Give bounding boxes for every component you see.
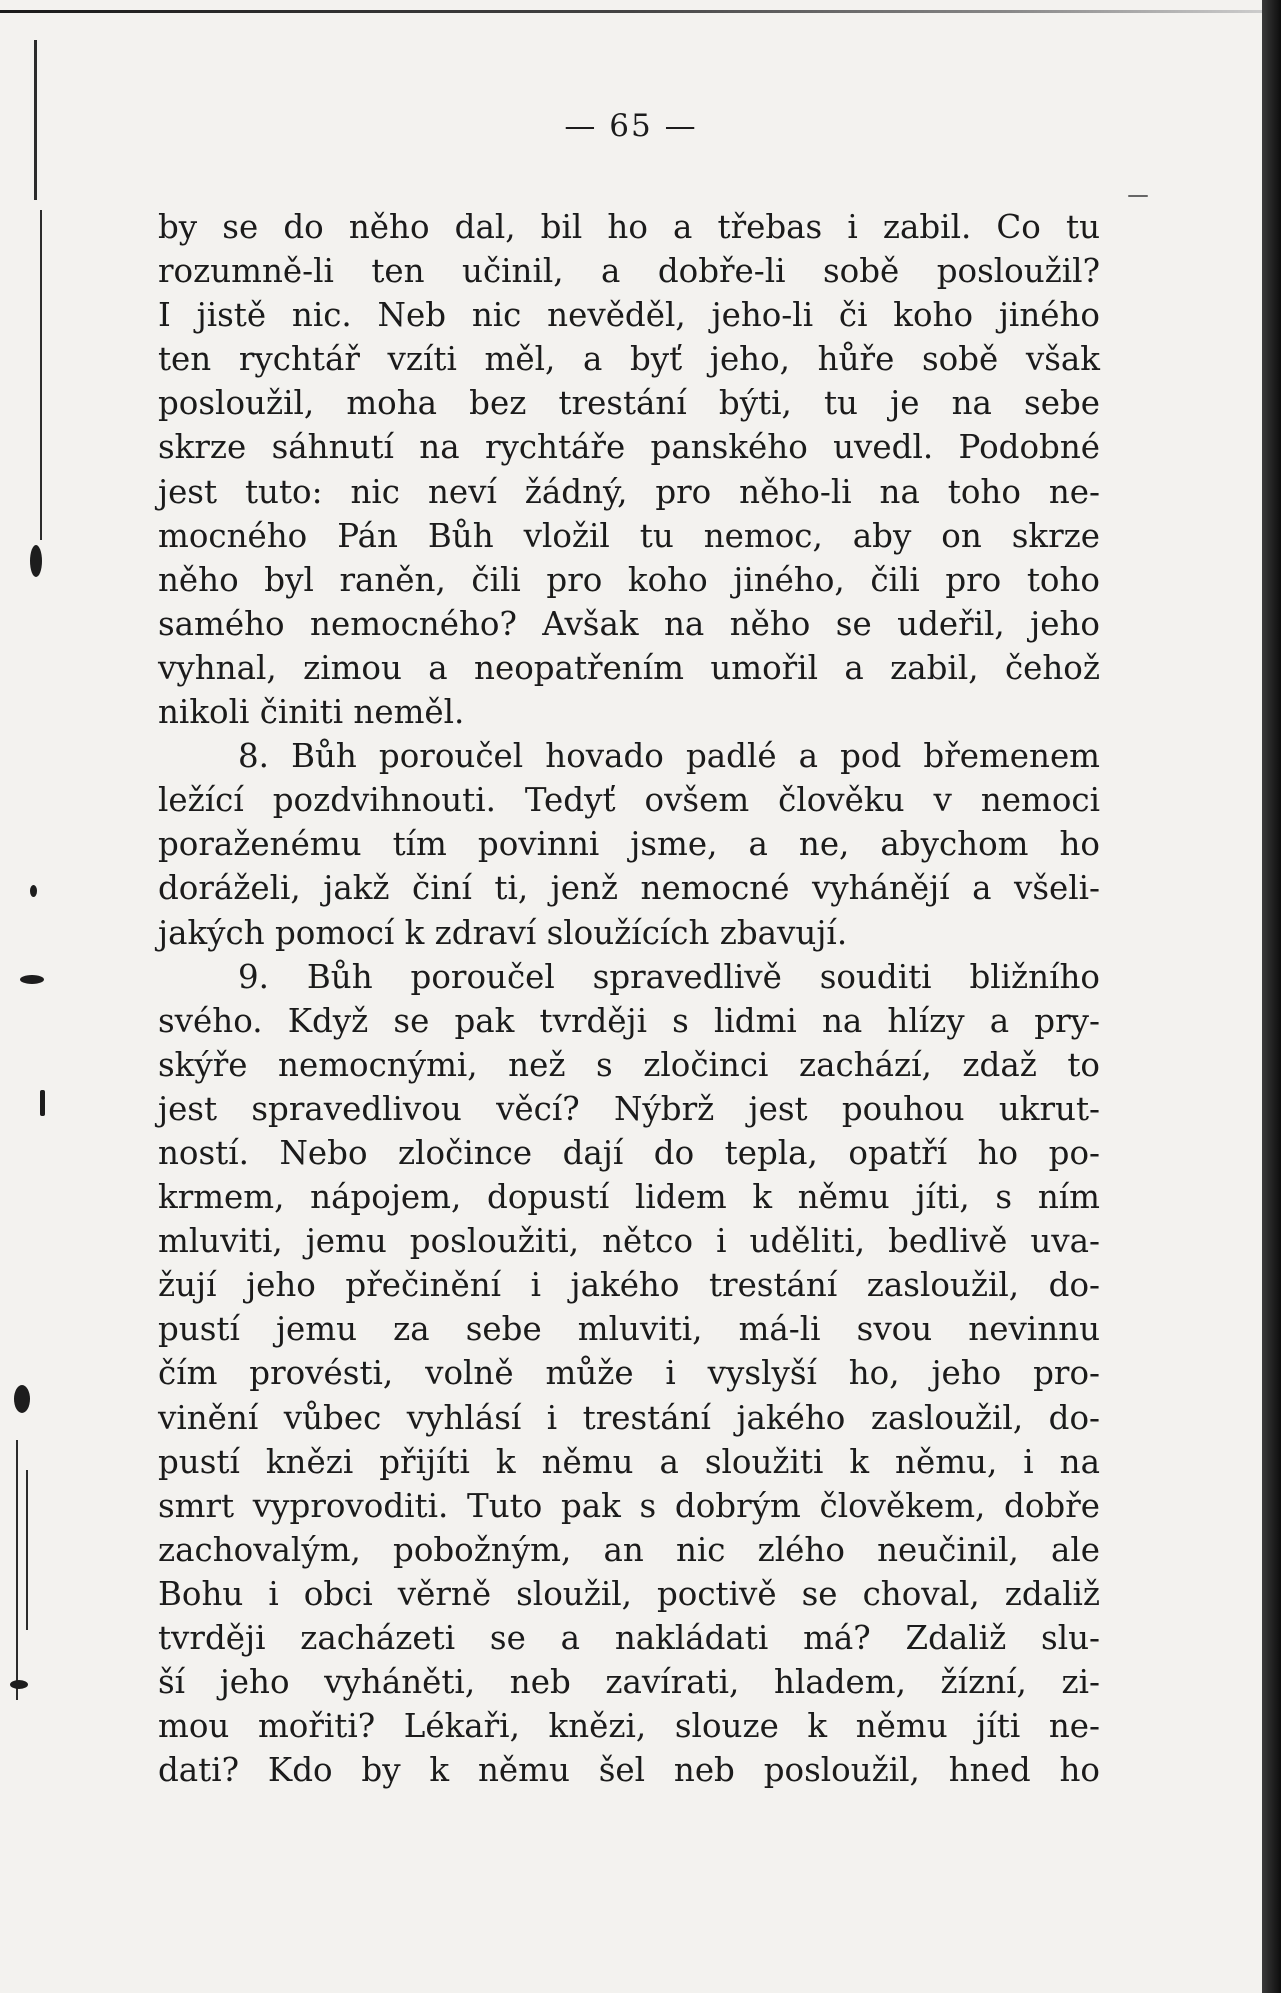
text-line: posloužil, moha bez trestání býti, tu je na sebe [158, 384, 1100, 423]
text-line: tvrději zacházeti se a nakládati má? Zdaliž slu- [158, 1619, 1100, 1657]
text-line: doráželi, jakž činí ti, jenž nemocné vyhánějí a všeli- [158, 869, 1100, 908]
margin-blot [20, 975, 44, 984]
text-line: jest tuto: nic neví žádný, pro něho-li na toho ne- [158, 472, 1100, 511]
margin-blot [14, 1385, 30, 1413]
page-number: — 65 — [564, 108, 698, 144]
text-line: vyhnal, zimou a neopatřením umořil a zabil, čehož [158, 648, 1100, 687]
text-line: samého nemocného? Avšak na něho se udeřil, jeho [158, 604, 1100, 643]
text-line: skrze sáhnutí na rychtáře panského uvedl. Podobné [158, 428, 1100, 467]
text-line: dati? Kdo by k němu šel neb posloužil, hned ho [158, 1751, 1100, 1790]
text-line: zachovalým, pobožným, an nic zlého neučinil, ale [158, 1530, 1100, 1569]
margin-dash [1128, 195, 1148, 197]
text-line: 9. Bůh poroučel spravedlivě souditi bližního [238, 957, 1100, 996]
text-line: nikoli činiti neměl. [158, 693, 465, 732]
margin-blot [30, 545, 42, 577]
text-line: jakých pomocí k zdraví sloužících zbavují. [158, 913, 848, 952]
text-line: 8. Bůh poroučel hovado padlé a pod břemenem [238, 737, 1100, 776]
text-line: rozumně-li ten učinil, a dobře-li sobě posloužil? [158, 252, 1100, 291]
text-line: mou mořiti? Lékaři, knězi, slouze k němu jíti ne- [158, 1707, 1100, 1746]
margin-line [16, 1440, 18, 1700]
body-text [158, 205, 1100, 1792]
text-line: ností. Nebo zločince dají do tepla, opatří ho po- [158, 1133, 1100, 1172]
text-line: ten rychtář vzíti měl, a byť jeho, hůře sobě však [158, 340, 1100, 379]
text-line: pustí jemu za sebe mluviti, má-li svou nevinnu [158, 1310, 1100, 1349]
text-line: svého. Když se pak tvrději s lidmi na hlízy a pry- [158, 1001, 1100, 1040]
text-line: jest spravedlivou věcí? Nýbrž jest pouhou ukrut- [158, 1089, 1100, 1128]
text-line: vinění vůbec vyhlásí i trestání jakého zasloužil, do- [158, 1398, 1100, 1437]
text-line: žují jeho přečinění i jakého trestání zasloužil, do- [158, 1266, 1100, 1305]
margin-line [26, 1470, 28, 1630]
text-line: smrt vyprovoditi. Tuto pak s dobrým člověkem, dobře [158, 1486, 1100, 1525]
margin-blot [40, 1090, 45, 1116]
text-line: mocného Pán Bůh vložil tu nemoc, aby on skrze [158, 516, 1100, 555]
text-line: skýře nemocnými, než s zločinci zachází, zdaž to [158, 1045, 1100, 1084]
text-line: krmem, nápojem, dopustí lidem k němu jíti, s ním [158, 1178, 1100, 1217]
page-top-edge [0, 10, 1262, 13]
text-line: Bohu i obci věrně sloužil, poctivě se choval, zdaliž [158, 1574, 1100, 1613]
text-line: mluviti, jemu posloužiti, nětco i uděliti, bedlivě uva- [158, 1222, 1100, 1261]
text-line: čím provésti, volně může i vyslyší ho, jeho pro- [158, 1354, 1100, 1393]
text-line: I jistě nic. Neb nic nevěděl, jeho-li či koho jiného [158, 296, 1100, 335]
text-line: ší jeho vyháněti, neb zavírati, hladem, žízní, zi- [158, 1663, 1100, 1702]
margin-blot [10, 1680, 28, 1689]
text-line: pustí knězi přijíti k němu a sloužiti k němu, i na [158, 1442, 1100, 1481]
text-line: něho byl raněn, čili pro koho jiného, čili pro toho [158, 560, 1100, 599]
text-line: by se do něho dal, bil ho a třebas i zabil. Co tu [158, 208, 1100, 246]
scan-right-edge [1262, 0, 1281, 1993]
text-line: poraženému tím povinni jsme, a ne, abychom ho [158, 825, 1100, 864]
text-line: ležící pozdvihnouti. Tedyť ovšem člověku v nemoci [158, 781, 1100, 820]
margin-blot [30, 885, 37, 897]
margin-line [40, 210, 42, 540]
